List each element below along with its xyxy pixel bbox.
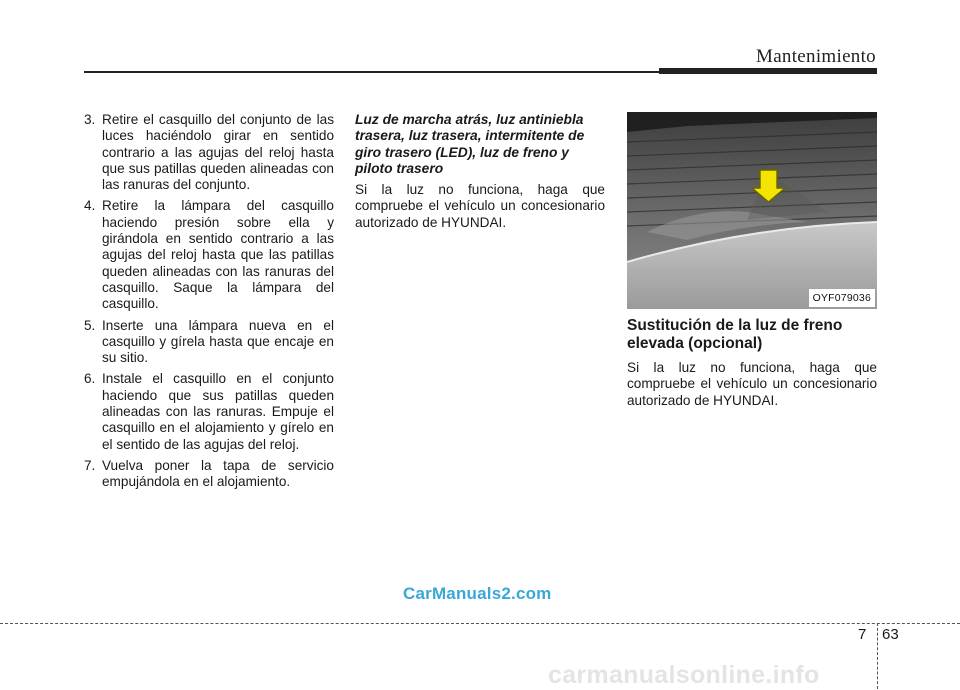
step-item bbox=[84, 371, 334, 452]
bottom-watermark: carmanualsonline.info bbox=[548, 661, 820, 689]
step-item bbox=[84, 458, 334, 491]
step-number: 3. bbox=[84, 112, 96, 127]
step-number: 5. bbox=[84, 317, 96, 333]
section-paragraph: Si la luz no funciona, haga que compruebe el vehículo un concesionario autorizado de HYUNDAI. bbox=[355, 182, 605, 230]
left-column bbox=[84, 112, 334, 496]
step-item bbox=[84, 318, 334, 367]
page-header-title: Mantenimiento bbox=[756, 46, 876, 67]
step-text: Instale el casquillo en el conjunto haciendo que sus patillas queden alineadas con las ranuras. Empuje el casquillo en el alojamiento y gírelo en el sentido de las agujas del reloj. bbox=[102, 371, 334, 452]
site-watermark[interactable]: CarManuals2.com bbox=[403, 584, 552, 603]
step-text: Vuelva poner la tapa de servicio empujándola en el alojamiento. bbox=[102, 457, 334, 490]
section-paragraph: Si la luz no funciona, haga que compruebe el vehículo un concesionario autorizado de HYUNDAI. bbox=[627, 360, 877, 408]
footer-vertical-divider bbox=[877, 623, 878, 689]
step-text: Retire el casquillo del conjunto de las luces haciéndolo girar en sentido contrario a las agujas del reloj hasta que sus patillas queden alineadas con las ranuras del conjunto. bbox=[102, 112, 334, 193]
image-reference-code: OYF079036 bbox=[809, 289, 875, 307]
right-column bbox=[627, 112, 877, 409]
chapter-number: 7 bbox=[858, 626, 867, 643]
rear-window-photo bbox=[627, 112, 877, 309]
step-item bbox=[84, 198, 334, 312]
footer-dashed-rule bbox=[0, 623, 960, 624]
step-item bbox=[84, 112, 334, 193]
middle-column bbox=[355, 112, 605, 231]
step-number: 4. bbox=[84, 198, 96, 214]
header-rule-thin bbox=[84, 71, 659, 73]
section-subheading: Luz de marcha atrás, luz antiniebla trasera, luz trasera, intermitente de giro trasero (LED), luz de freno y piloto trasero bbox=[355, 112, 585, 176]
step-number: 7. bbox=[84, 457, 96, 473]
step-text: Retire la lámpara del casquillo haciendo presión sobre ella y girándola en sentido contrario a las agujas del reloj hasta que las patillas queden alineadas con las ranuras del casquillo. Saque la lámpara del casquillo. bbox=[102, 198, 334, 312]
step-number: 6. bbox=[84, 371, 96, 387]
header-rule-thick bbox=[659, 68, 877, 74]
section-title: Sustitución de la luz de freno elevada (opcional) bbox=[627, 317, 843, 352]
rear-window-illustration bbox=[627, 112, 877, 309]
step-text: Inserte una lámpara nueva en el casquillo y gírela hasta que encaje en su sitio. bbox=[102, 317, 334, 366]
page-number: 63 bbox=[882, 626, 899, 643]
